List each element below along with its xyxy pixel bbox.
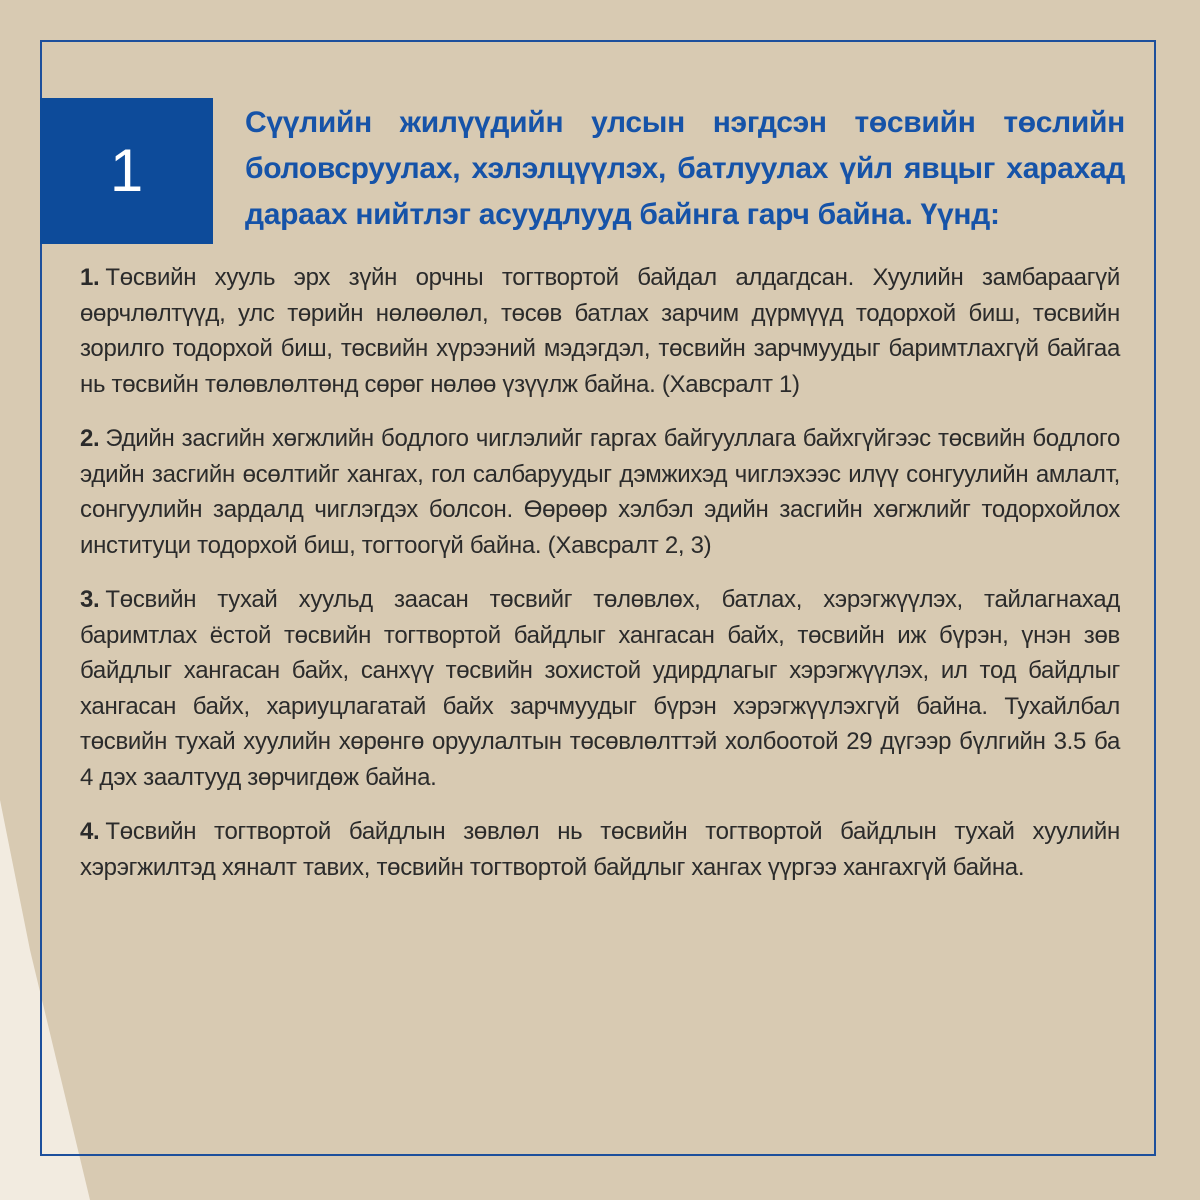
- list-item-1: [80, 260, 1120, 402]
- list-item-number: 3.: [80, 586, 100, 613]
- list-item-text: Эдийн засгийн хөгжлийн бодлого чиглэлийг гаргах байгууллага байхгүйгээс төсвийн бодлого эдийн засгийн өсөлтийг хангах, гол салбаруудыг дэмжихэд чиглэхээс илүү сонгуулийн амлалт, сонгуулийн зардалд чиглэгдэх болсон. Өөрөөр хэлбэл эдийн засгийн хөгжлийг тодорхойлох институци тодорхой биш, тогтоогүй байна. (Хавсралт 2, 3): [80, 425, 1120, 559]
- list-item-number: 1.: [80, 264, 100, 291]
- list-item-number: 2.: [80, 425, 100, 452]
- list-item-3: [80, 582, 1120, 795]
- item-list: [80, 260, 1120, 904]
- section-number: 1: [109, 137, 144, 204]
- section-heading: Сүүлийн жилүүдийн улсын нэгдсэн төсвийн төслийн боловсруулах, хэлэлцүүлэх, батлуулах үйл явцыг харахад дараах нийтлэг асуудлууд байнга гарч байна. Үүнд:: [245, 106, 1125, 231]
- list-item-text: Төсвийн хууль эрх зүйн орчны тогтвортой байдал алдагдсан. Хуулийн замбараагүй өөрчлөлтүүд, улс төрийн нөлөөлөл, төсөв батлах зарчим дүрмүүд тодорхой биш, төсвийн зорилго тодорхой биш, төсвийн хүрээний мэдэгдэл, төсвийн зарчмуудыг баримтлахгүй байгаа нь төсвийн төлөвлөлтөнд сөрөг нөлөө үзүүлж байна. (Хавсралт 1): [80, 264, 1120, 398]
- list-item-4: [80, 814, 1120, 885]
- section-number-badge: [40, 98, 213, 244]
- list-item-text: Төсвийн тухай хуульд заасан төсвийг төлөвлөх, батлах, хэрэгжүүлэх, тайлагнахад баримтлах ёстой төсвийн тогтвортой байдлыг хангасан байх, төсвийн иж бүрэн, үнэн зөв байдлыг хангасан байх, санхүү төсвийн зохистой удирдлагыг хэрэгжүүлэх, ил тод байдлыг хангасан байх, хариуцлагатай байх зарчмуудыг бүрэн хэрэгжүүлэхгүй байна. Тухайлбал төсвийн тухай хуулийн хөрөнгө оруулалтын төсөвлөлттэй холбоотой 29 дүгээр бүлгийн 3.5 ба 4 дэх заалтууд зөрчигдөж байна.: [80, 586, 1120, 791]
- list-item-text: Төсвийн тогтвортой байдлын зөвлөл нь төсвийн тогтвортой байдлын тухай хуулийн хэрэгжилтэд хяналт тавих, төсвийн тогтвортой байдлыг хангах үүргээ хангахгүй байна.: [80, 818, 1120, 881]
- list-item-2: [80, 421, 1120, 563]
- list-item-number: 4.: [80, 818, 100, 845]
